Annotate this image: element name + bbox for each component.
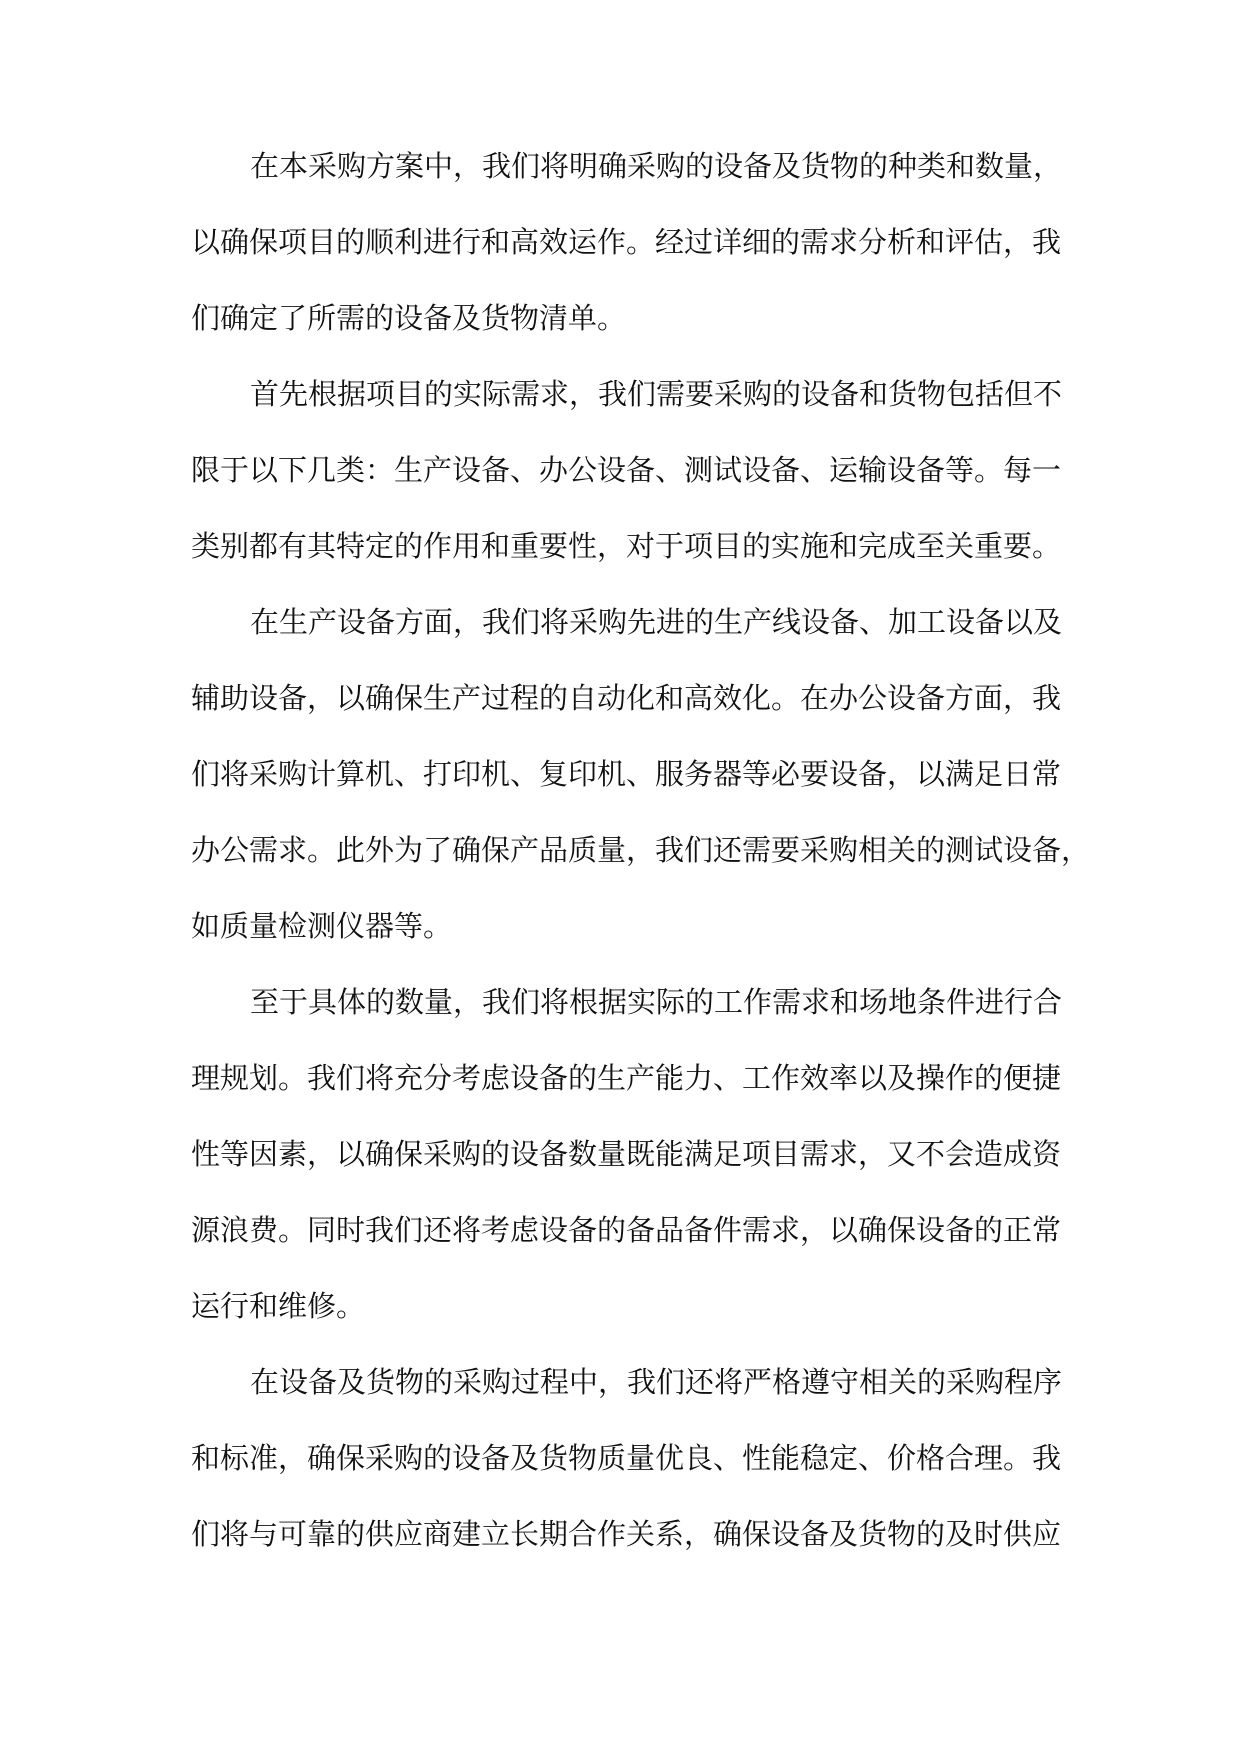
paragraph-3 <box>191 584 1091 964</box>
text-line: 至于具体的数量，我们将根据实际的工作需求和场地条件进行合 <box>250 985 1063 1019</box>
paragraph-2 <box>191 356 1063 584</box>
text-line: 理规划。我们将充分考虑设备的生产能力、工作效率以及操作的便捷 <box>191 1061 1062 1095</box>
text-line: 限于以下几类：生产设备、办公设备、测试设备、运输设备等。每一 <box>191 453 1062 487</box>
paragraph-1 <box>191 128 1063 356</box>
text-line: 和标准，确保采购的设备及货物质量优良、性能稳定、价格合理。我 <box>191 1441 1062 1475</box>
document-body <box>191 128 1091 1572</box>
text-line: 在生产设备方面，我们将采购先进的生产线设备、加工设备以及 <box>250 605 1063 639</box>
text-line: 运行和维修。 <box>191 1289 366 1323</box>
paragraph-4 <box>191 964 1063 1344</box>
text-line: 办公需求。此外为了确保产品质量，我们还需要采购相关的测试设备， <box>191 833 1091 867</box>
text-line: 性等因素，以确保采购的设备数量既能满足项目需求，又不会造成资 <box>191 1137 1062 1171</box>
text-line: 在设备及货物的采购过程中，我们还将严格遵守相关的采购程序 <box>250 1365 1063 1399</box>
text-line: 在本采购方案中，我们将明确采购的设备及货物的种类和数量， <box>250 149 1063 183</box>
text-line: 辅助设备，以确保生产过程的自动化和高效化。在办公设备方面，我 <box>191 681 1062 715</box>
text-line: 类别都有其特定的作用和重要性，对于项目的实施和完成至关重要。 <box>191 529 1062 563</box>
text-line: 以确保项目的顺利进行和高效运作。经过详细的需求分析和评估，我 <box>191 225 1062 259</box>
text-line: 首先根据项目的实际需求，我们需要采购的设备和货物包括但不 <box>250 377 1063 411</box>
text-line: 如质量检测仪器等。 <box>191 909 453 943</box>
text-line: 们将与可靠的供应商建立长期合作关系，确保设备及货物的及时供应 <box>191 1517 1062 1551</box>
text-line: 源浪费。同时我们还将考虑设备的备品备件需求，以确保设备的正常 <box>191 1213 1062 1247</box>
text-line: 们确定了所需的设备及货物清单。 <box>191 301 627 335</box>
text-line: 们将采购计算机、打印机、复印机、服务器等必要设备，以满足日常 <box>191 757 1062 791</box>
paragraph-5 <box>191 1344 1063 1572</box>
